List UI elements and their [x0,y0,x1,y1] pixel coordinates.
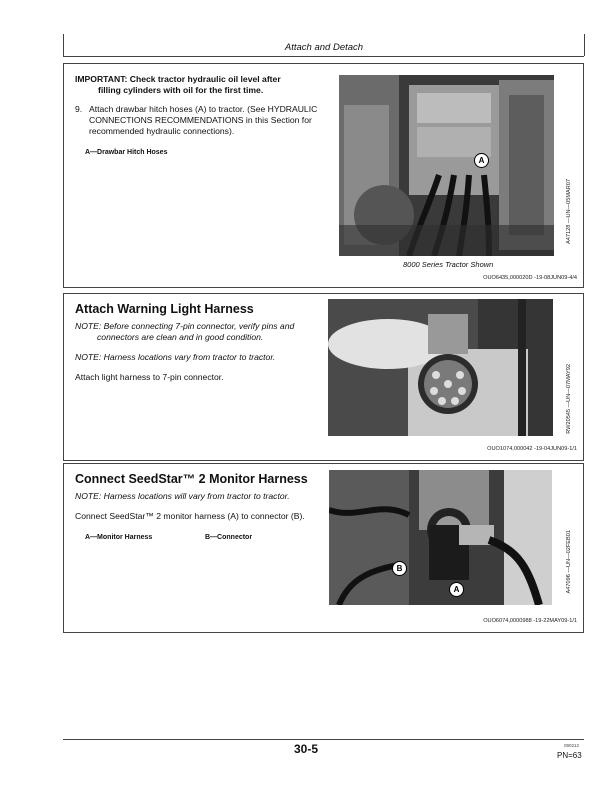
note-harness: NOTE: Harness locations will vary from tractor to tractor. [75,491,290,501]
reference-code: OUO6435,000020D -19-08JUN09-4/4 [483,275,577,281]
step-9 [75,104,325,137]
tractor-hydraulics-photo [339,75,554,256]
instruction: Connect SeedStar™ 2 monitor harness (A) to connector (B). [75,511,305,521]
section-hitch-hoses [63,63,584,288]
header-rule [63,56,584,57]
section-title: Attach Warning Light Harness [75,302,254,316]
important-lead: IMPORTANT: Check tractor hydraulic oil level after [75,74,281,84]
callout-a: A [474,153,489,168]
section-seedstar-harness [63,463,584,633]
monitor-connector-photo [329,470,552,605]
section-text [75,474,325,543]
key-a: A—Monitor Harness [85,534,153,541]
important-continuation: filling cylinders with oil for the first time. [98,85,264,95]
callout-a: A [449,582,464,597]
page-number: 30-5 [293,742,319,756]
section-text [75,74,325,158]
seven-pin-connector-photo [328,299,553,436]
note-harness: NOTE: Harness locations vary from tractor to tractor. [75,352,276,362]
key-b: B—Connector [205,534,253,541]
pn-number: PN=63 [557,751,582,760]
section-warning-light [63,293,584,461]
page-header [63,34,585,56]
photo-code: A47096 —UN—02FEB01 [566,530,572,594]
figure-keys [75,532,325,543]
key-a: A—Drawbar Hitch Hoses [85,149,168,156]
step-text: Attach drawbar hitch hoses (A) to tractor. (See HYDRAULIC CONNECTIONS RECOMMENDATIONS in this Section for recommended hydraulic connections). [89,104,318,136]
important-notice [75,74,325,96]
callout-b: B [392,561,407,576]
reference-code: OUO1074,000042 -19-04JUN09-1/1 [487,446,577,452]
photo-caption: 8000 Series Tractor Shown [403,260,494,269]
section-title: Connect SeedStar™ 2 Monitor Harness [75,472,308,486]
note-lead: NOTE: Before connecting 7-pin connector, verify pins and [75,321,295,331]
step-number: 9. [75,104,83,114]
photo-code: A47128 —UN—05MAR07 [566,179,572,244]
note-pins [75,321,325,343]
section-text [75,304,325,383]
instruction: Attach light harness to 7-pin connector. [75,372,224,382]
footer-code: 090212 [564,743,580,748]
note-continuation: connectors are clean and in good condition. [97,332,264,342]
header-title: Attach and Detach [284,42,364,53]
photo-code: RW20545 —UN—07MAY92 [566,364,572,434]
reference-code: OUO6074,0000988 -19-22MAY09-1/1 [483,618,577,624]
footer-rule [63,739,584,740]
